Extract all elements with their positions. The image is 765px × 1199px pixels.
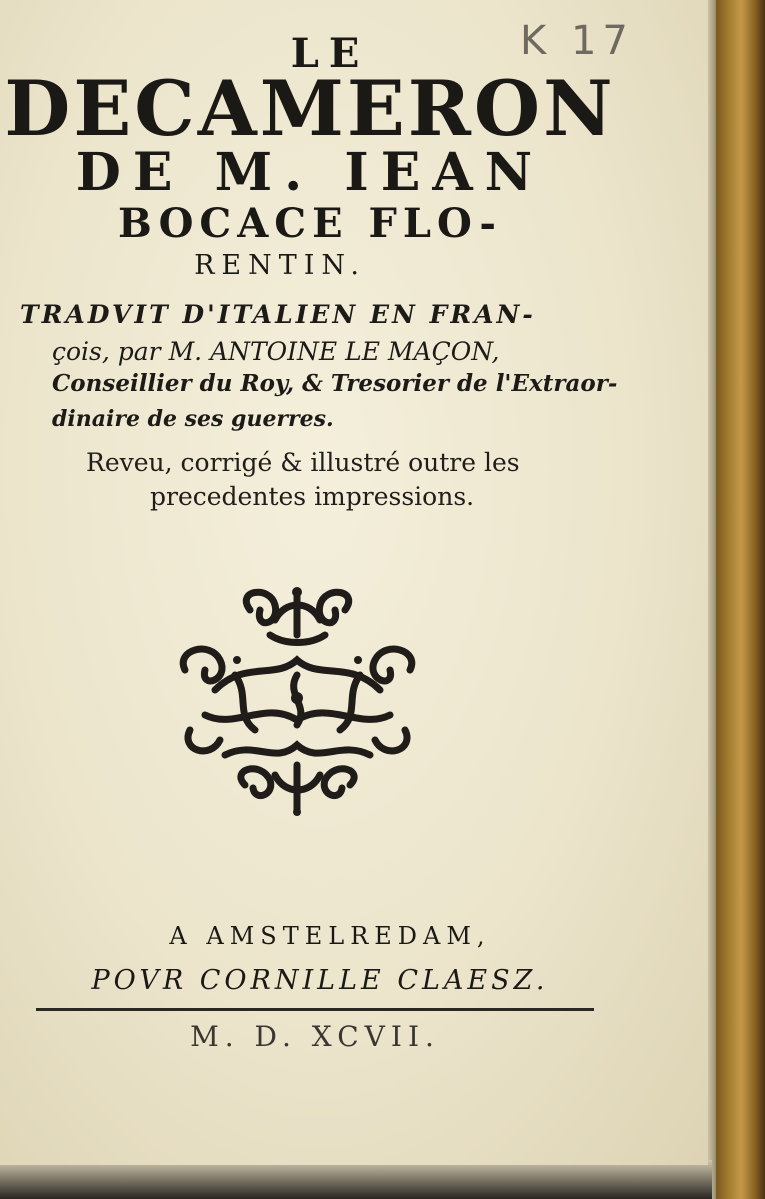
revision-line-1: Reveu, corrigé & illustré outre les: [86, 448, 520, 477]
shelfmark: K 17: [520, 18, 634, 64]
translation-line-2: çois, par M. ANTOINE LE MAÇON,: [52, 337, 500, 366]
title-line-4: BOCACE FLO-: [118, 200, 502, 247]
divider-rule: [36, 1008, 594, 1011]
translation-line-1: TRADVIT D'ITALIEN EN FRAN-: [20, 300, 536, 329]
title-line-1: LE: [290, 30, 370, 77]
imprint-printer: POVR CORNILLE CLAESZ.: [91, 965, 549, 996]
translation-line-3: Conseillier du Roy, & Tresorier de l'Extraor-: [52, 370, 618, 397]
title-line-5: RENTIN.: [194, 250, 366, 281]
imprint-place: A AMSTELREDAM,: [169, 922, 491, 950]
publication-date: M. D. XCVII.: [190, 1020, 440, 1053]
revision-line-2: precedentes impressions.: [150, 482, 475, 511]
translation-line-4: dinaire de ses guerres.: [52, 406, 334, 432]
page-bottom-shadow: [0, 1160, 712, 1199]
book-spine: [712, 0, 765, 1199]
title-line-3: DE M. IEAN: [75, 142, 545, 203]
floral-ornament-icon: [175, 580, 420, 820]
title-line-2: DECAMERON: [4, 64, 616, 153]
